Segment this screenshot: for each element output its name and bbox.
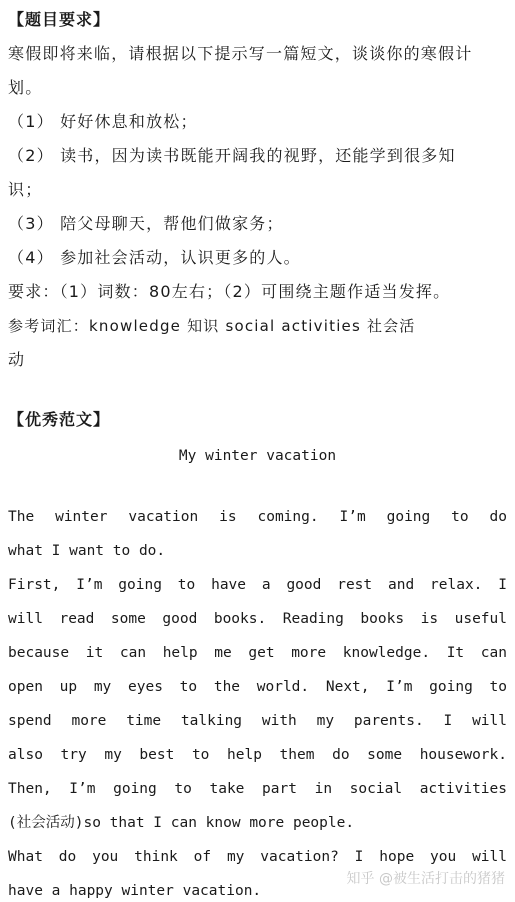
task-intro-line-2: 划。 <box>8 78 43 97</box>
task-item-4: （4） 参加社会活动，认识更多的人。 <box>8 248 301 267</box>
task-item-2-line-2: 识； <box>8 180 43 199</box>
essay-line: The winter vacation is coming. I’m going to do <box>8 509 507 525</box>
essay-line: What do you think of my vacation? I hope you will <box>8 849 507 865</box>
essay-line: will read some good books. Reading books is useful <box>8 611 507 627</box>
essay-line: also try my best to help them do some housework. <box>8 747 507 763</box>
essay-line: Then, I’m going to take part in social activities <box>8 781 507 797</box>
essay-title: My winter vacation <box>178 448 337 464</box>
task-item-1: （1） 好好休息和放松； <box>8 112 198 131</box>
task-intro-line-1: 寒假即将来临，请根据以下提示写一篇短文，谈谈你的寒假计 <box>8 44 473 63</box>
essay-line: what I want to do. <box>8 543 166 559</box>
essay-line: (社会活动)so that I can know more people. <box>8 815 355 831</box>
task-heading: 【题目要求】 <box>8 10 111 29</box>
essay-line: First, I’m going to have a good rest and relax. I <box>8 577 507 593</box>
sample-heading: 【优秀范文】 <box>8 410 111 429</box>
essay-line: have a happy winter vacation. <box>8 883 262 899</box>
essay-line: because it can help me get more knowledge. It can <box>8 645 507 661</box>
essay-line: spend more time talking with my parents. I will <box>8 713 507 729</box>
task-requirement: 要求：（1）词数：80左右；（2）可围绕主题作适当发挥。 <box>8 282 451 301</box>
task-vocab-line-1: 参考词汇：knowledge 知识 social activities 社会活 <box>8 317 416 335</box>
zhihu-watermark: 知乎 @被生活打击的猪猪 <box>346 871 505 887</box>
essay-line: open up my eyes to the world. Next, I’m going to <box>8 679 507 695</box>
task-vocab-line-2: 动 <box>8 350 26 369</box>
task-item-2-line-1: （2） 读书，因为读书既能开阔我的视野，还能学到很多知 <box>8 146 456 165</box>
task-item-3: （3） 陪父母聊天，帮他们做家务； <box>8 214 284 233</box>
